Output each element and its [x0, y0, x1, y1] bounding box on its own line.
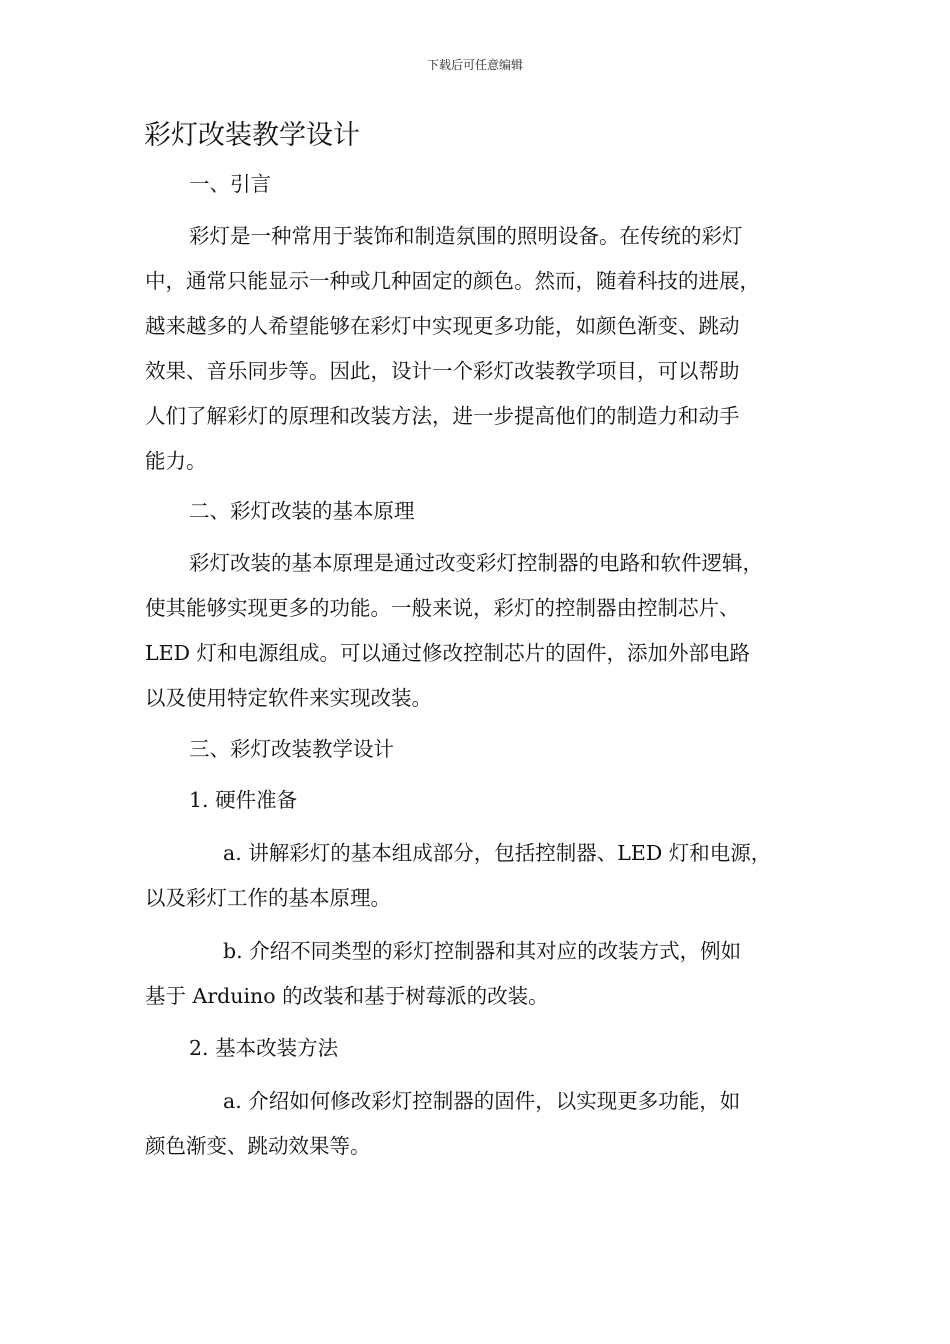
paragraph-line: 效果、音乐同步等。因此，设计一个彩灯改装教学项目，可以帮助 [145, 359, 740, 383]
list-item-line: 颜色渐变、跳动效果等。 [145, 1134, 371, 1158]
heading-text: 2. 基本改装方法 [189, 1036, 339, 1060]
heading-text: 1. 硬件准备 [189, 788, 298, 812]
list-item-line: a. 介绍如何修改彩灯控制器的固件，以实现更多功能，如 [223, 1089, 741, 1113]
page-header-note: 下载后可任意编辑 [426, 58, 523, 72]
paragraph-line: 彩灯改装的基本原理是通过改变彩灯控制器的电路和软件逻辑， [189, 551, 763, 575]
list-item-line: b. 介绍不同类型的彩灯控制器和其对应的改装方式，例如 [223, 939, 742, 963]
document-title: 彩灯改装教学设计 [144, 120, 360, 151]
section-heading-design [145, 727, 810, 772]
section-heading-principle [145, 489, 810, 534]
paragraph-line: LED 灯和电源组成。可以通过修改控制芯片的固件，添加外部电路 [145, 641, 751, 665]
list-item-method-a [145, 1079, 810, 1169]
paragraph-line: 以及使用特定软件来实现改装。 [145, 686, 432, 710]
list-item-hardware-a [145, 831, 810, 921]
list-item-hardware-b [145, 929, 810, 1019]
subsection-heading-method [145, 1026, 810, 1071]
subsection-heading-hardware [145, 778, 810, 823]
heading-text: 二、彩灯改装的基本原理 [189, 499, 415, 523]
heading-text: 三、彩灯改装教学设计 [189, 737, 394, 761]
list-item-line: 基于 Arduino 的改装和基于树莓派的改装。 [145, 984, 549, 1008]
paragraph-line: 使其能够实现更多的功能。一般来说，彩灯的控制器由控制芯片、 [145, 596, 740, 620]
list-item-line: 以及彩灯工作的基本原理。 [145, 886, 391, 910]
heading-text: 一、引言 [189, 172, 271, 196]
paragraph-line: 中，通常只能显示一种或几种固定的颜色。然而，随着科技的进展， [145, 269, 760, 293]
paragraph-intro [145, 214, 810, 484]
section-heading-intro [145, 162, 810, 207]
paragraph-line: 越来越多的人希望能够在彩灯中实现更多功能，如颜色渐变、跳动 [145, 314, 740, 338]
paragraph-line: 人们了解彩灯的原理和改装方法，进一步提高他们的制造力和动手 [145, 404, 740, 428]
list-item-line: a. 讲解彩灯的基本组成部分，包括控制器、LED 灯和电源， [223, 841, 772, 865]
paragraph-line: 能力。 [145, 449, 207, 473]
paragraph-line: 彩灯是一种常用于装饰和制造氛围的照明设备。在传统的彩灯 [189, 224, 743, 248]
paragraph-principle [145, 541, 810, 721]
